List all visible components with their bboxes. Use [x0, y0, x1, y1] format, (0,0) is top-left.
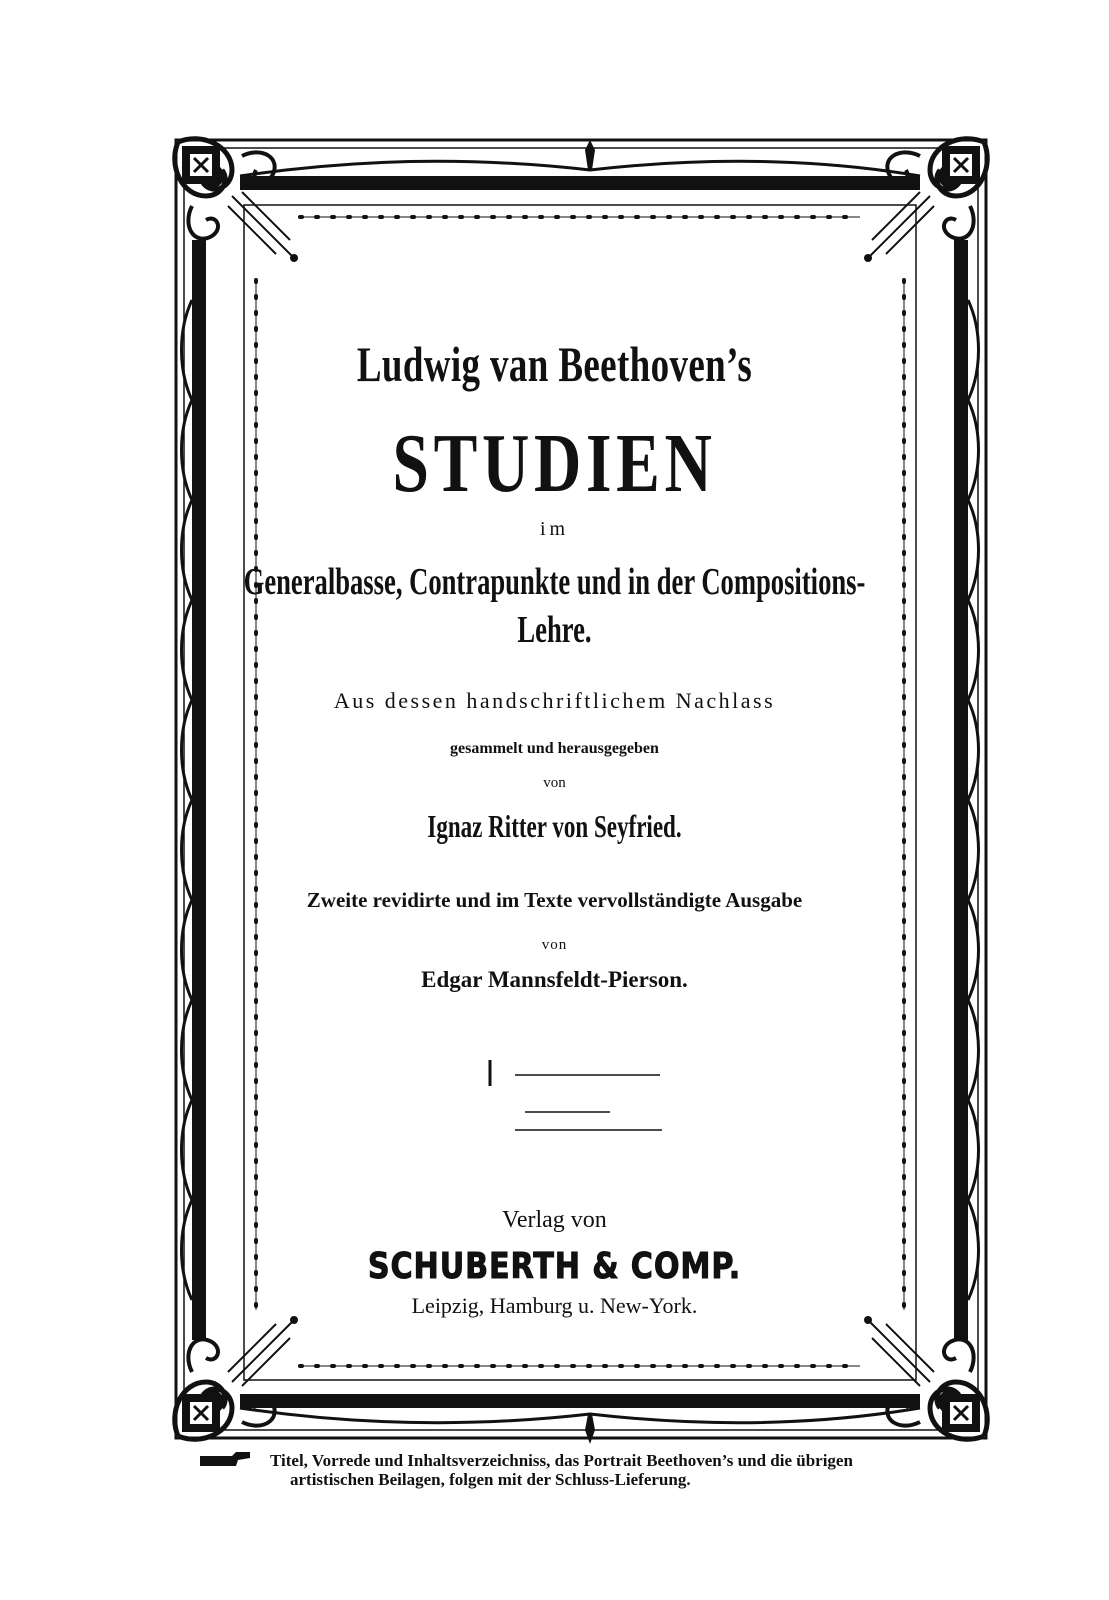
author-line: Ludwig van Beethoven’s [356, 336, 753, 392]
editor-name: Ignaz Ritter von Seyfried. [427, 808, 682, 844]
pointing-hand-icon [200, 1452, 250, 1466]
footnote-line-2: artistischen Beilagen, folgen mit der Schluss-Lieferung. [290, 1470, 691, 1489]
footnote-line-1: Titel, Vorrede und Inhaltsverzeichniss, das Portrait Beethoven’s und die übrigen [270, 1451, 853, 1470]
von-label-2: von [541, 937, 568, 953]
connector-word: im [539, 518, 570, 540]
von-label-1: von [543, 775, 566, 791]
publisher-cities: Leipzig, Hamburg u. New-York. [411, 1293, 698, 1318]
subtitle-line-1: Generalbasse, Contrapunkte und in der Compositions- [243, 561, 866, 603]
footnote [270, 1451, 990, 1489]
edition-line: Zweite revidirte und im Texte vervollständigte Ausgabe [306, 888, 803, 912]
subtitle-line-2: Lehre. [517, 609, 592, 651]
reviser-name: Edgar Mannsfeldt-Pierson. [421, 967, 688, 992]
publisher-name: SCHUBERTH & COMP. [367, 1246, 742, 1287]
source-line: Aus dessen handschriftlichem Nachlass [333, 688, 776, 713]
main-title: STUDIEN [392, 417, 717, 510]
collected-line: gesammelt und herausgegeben [450, 740, 659, 757]
publisher-intro: Verlag von [502, 1207, 607, 1233]
